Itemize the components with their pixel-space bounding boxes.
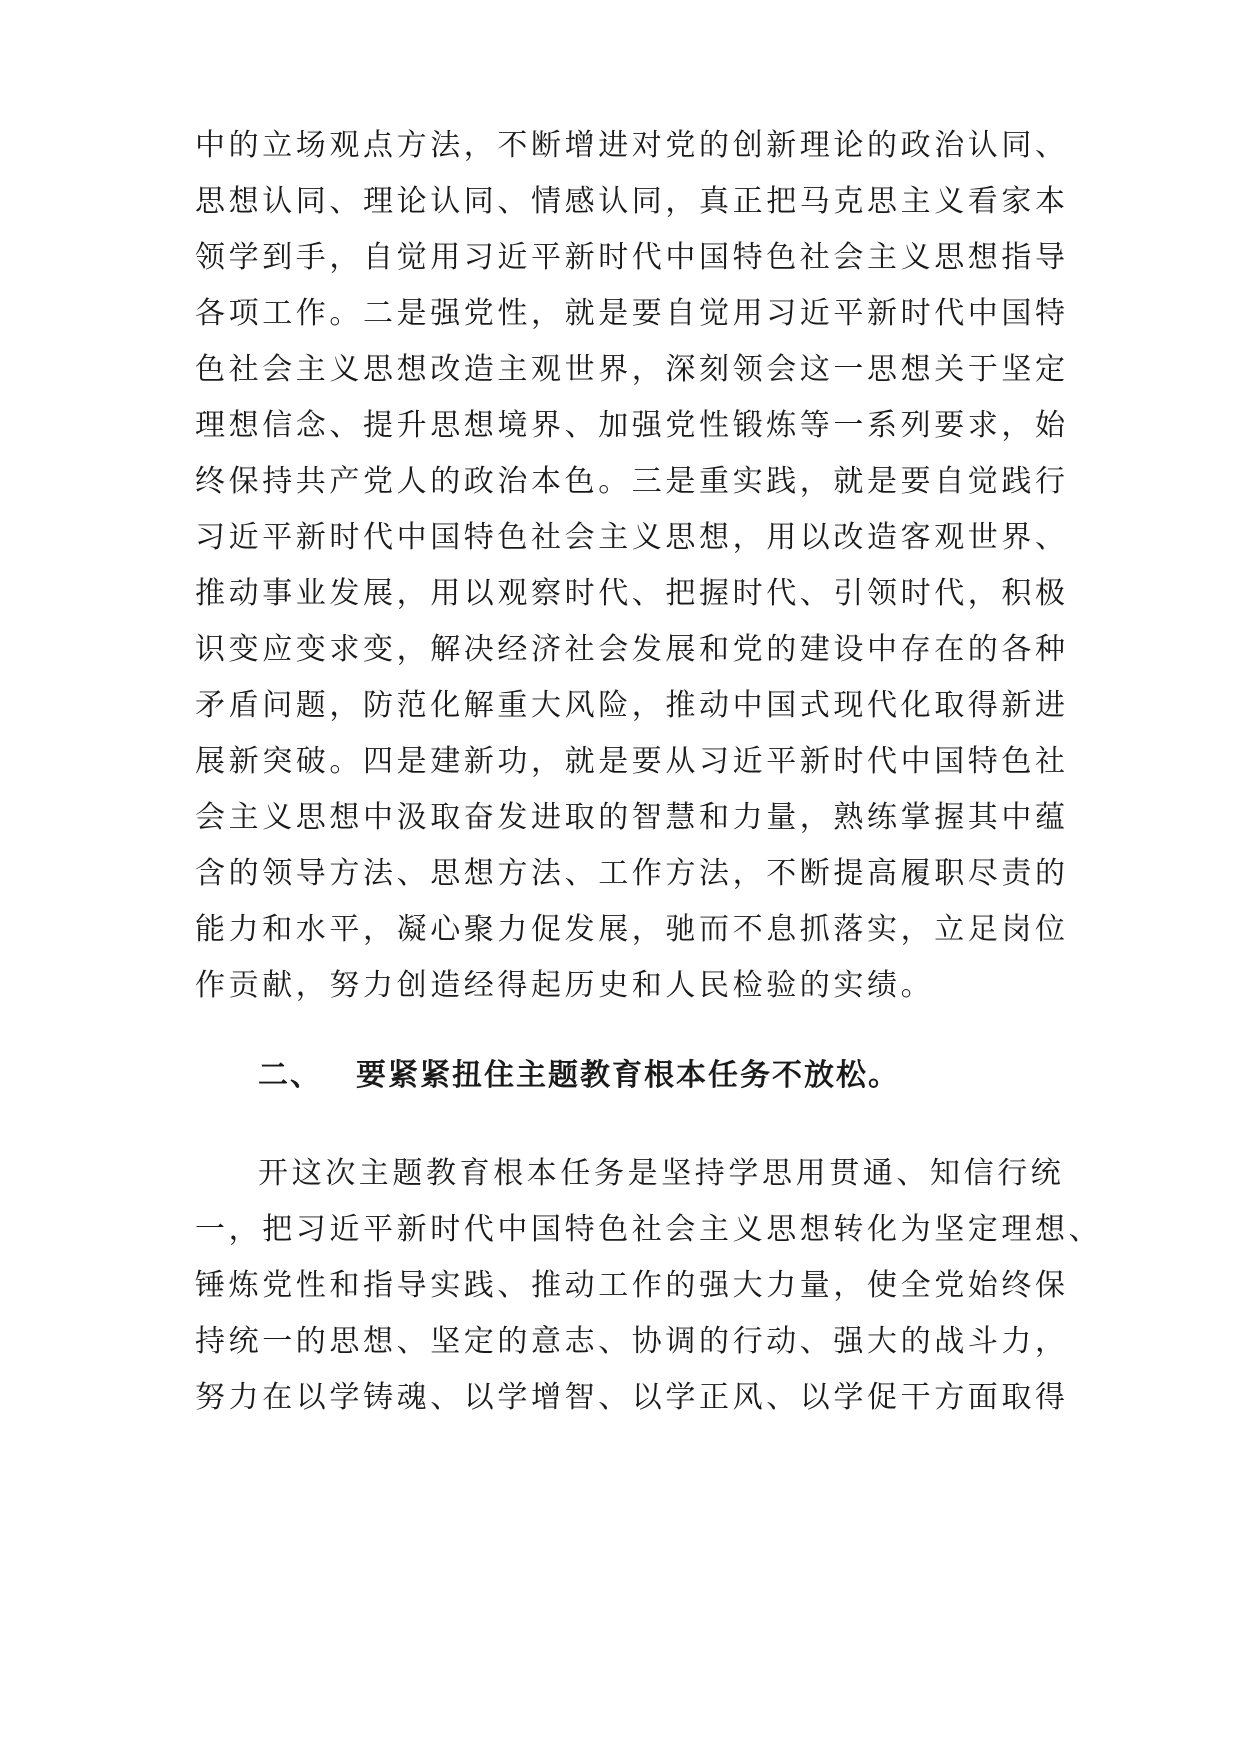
paragraph-line: 领学到手，自觉用习近平新时代中国特色社会主义思想指导 <box>195 240 1069 275</box>
section-heading <box>258 1048 900 1104</box>
paragraph-line: 锤炼党性和指导实践、推动工作的强大力量，使全党始终保 <box>195 1268 1069 1303</box>
paragraph-line: 矛盾问题，防范化解重大风险，推动中国式现代化取得新进 <box>195 688 1069 723</box>
paragraph-line: 识变应变求变，解决经济社会发展和党的建设中存在的各种 <box>195 632 1069 667</box>
paragraph-line: 习近平新时代中国特色社会主义思想，用以改造客观世界、 <box>195 520 1069 555</box>
paragraph-line: 一，把习近平新时代中国特色社会主义思想转化为坚定理想、 <box>195 1212 1103 1247</box>
section-number: 二、 <box>258 1058 322 1093</box>
paragraph-line: 推动事业发展，用以观察时代、把握时代、引领时代，积极 <box>195 576 1069 611</box>
section-title: 要紧紧扭住主题教育根本任务不放松。 <box>356 1058 900 1093</box>
paragraph-line: 色社会主义思想改造主观世界，深刻领会这一思想关于坚定 <box>195 352 1069 387</box>
paragraph-line: 含的领导方法、思想方法、工作方法，不断提高履职尽责的 <box>195 856 1069 891</box>
paragraph-line: 持统一的思想、坚定的意志、协调的行动、强大的战斗力， <box>195 1324 1069 1359</box>
paragraph-line: 各项工作。二是强党性，就是要自觉用习近平新时代中国特 <box>195 296 1069 331</box>
paragraph-line: 开这次主题教育根本任务是坚持学思用贯通、知信行统 <box>258 1156 1065 1191</box>
paragraph-line: 努力在以学铸魂、以学增智、以学正风、以学促干方面取得 <box>195 1380 1069 1415</box>
paragraph-line: 展新突破。四是建新功，就是要从习近平新时代中国特色社 <box>195 744 1069 779</box>
paragraph-line: 理想信念、提升思想境界、加强党性锻炼等一系列要求，始 <box>195 408 1069 443</box>
paragraph-line: 终保持共产党人的政治本色。三是重实践，就是要自觉践行 <box>195 464 1069 499</box>
paragraph-line: 思想认同、理论认同、情感认同，真正把马克思主义看家本 <box>195 184 1069 219</box>
paragraph-line: 能力和水平，凝心聚力促发展，驰而不息抓落实，立足岗位 <box>195 912 1069 947</box>
paragraph-line: 会主义思想中汲取奋发进取的智慧和力量，熟练掌握其中蕴 <box>195 800 1069 835</box>
paragraph-line: 中的立场观点方法，不断增进对党的创新理论的政治认同、 <box>195 128 1069 163</box>
paragraph-line: 作贡献，努力创造经得起历史和人民检验的实绩。 <box>195 968 935 1003</box>
